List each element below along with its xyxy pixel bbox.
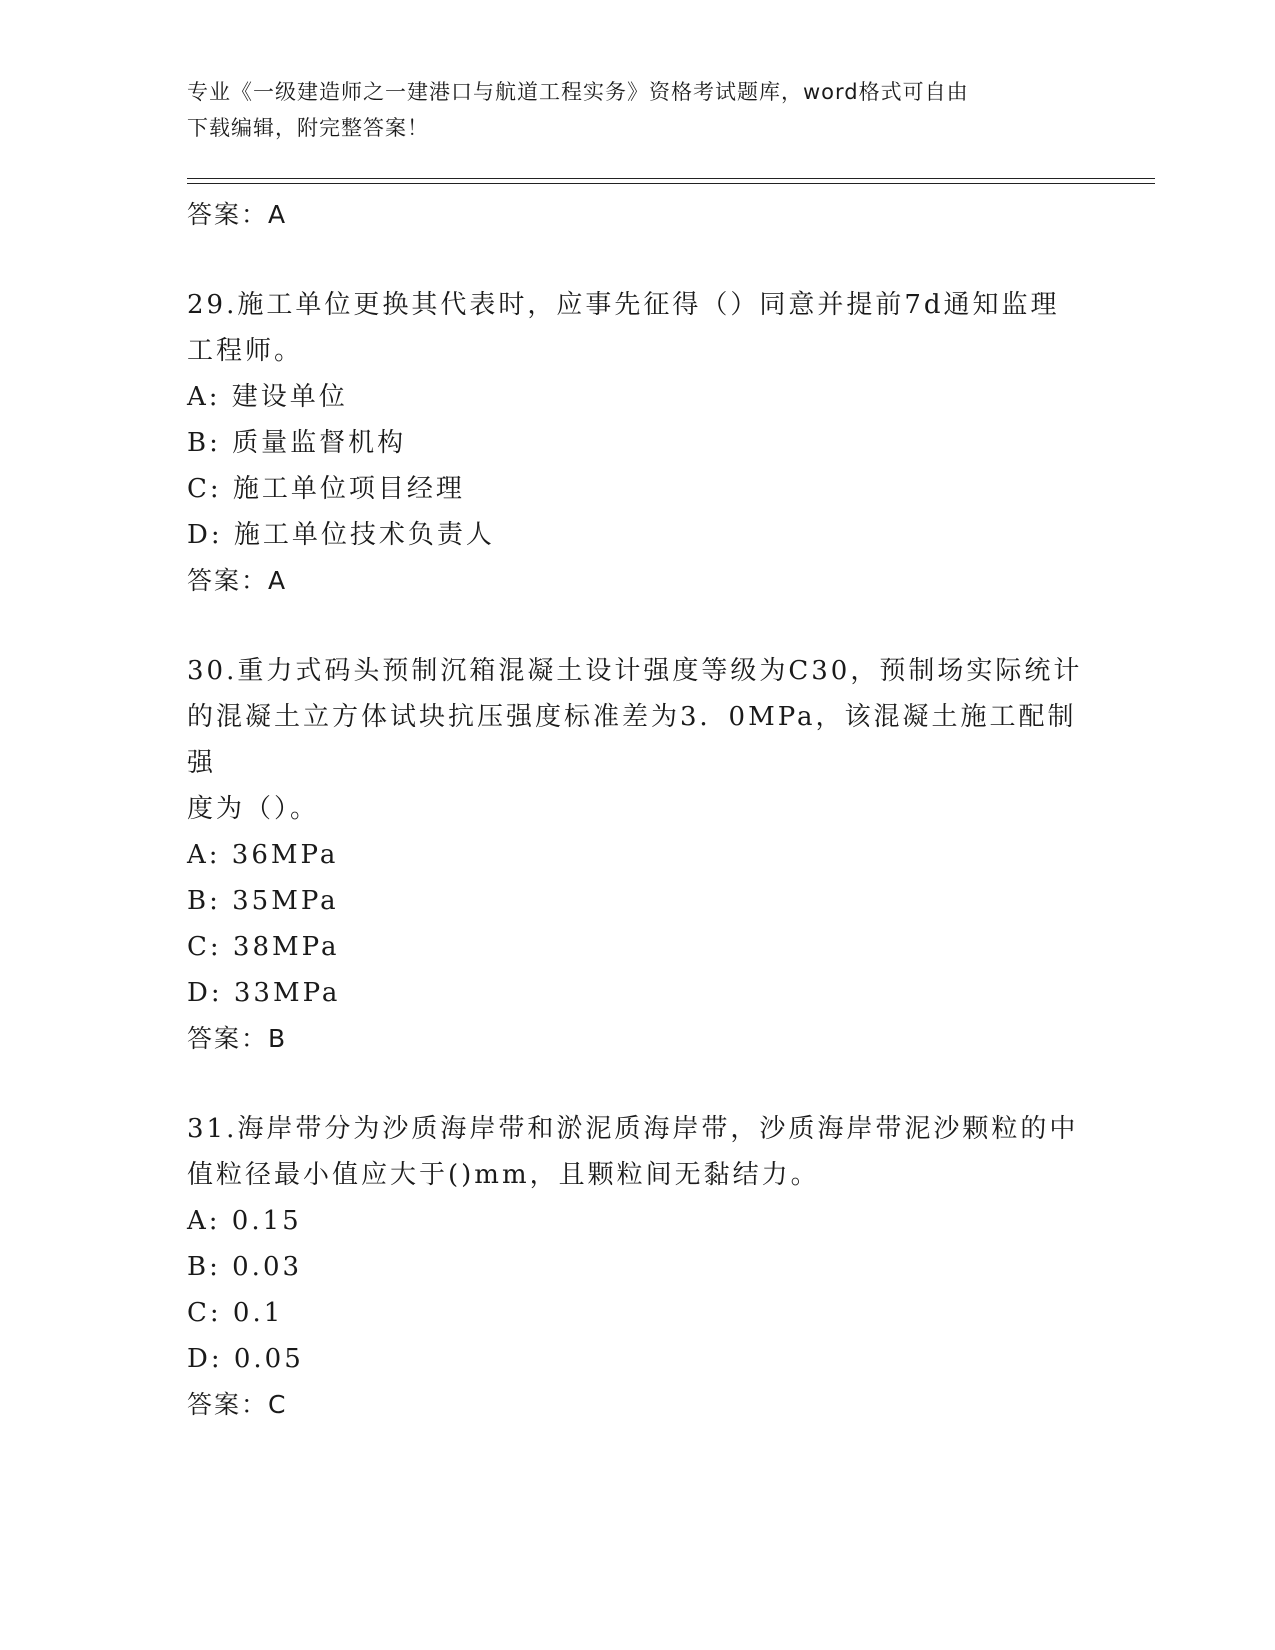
answer-line: 答案：B	[187, 1024, 288, 1053]
question-29	[187, 282, 1087, 604]
document-header	[187, 74, 1087, 146]
header-line-2: 下载编辑，附完整答案！	[187, 116, 429, 140]
header-divider-top	[187, 178, 1155, 179]
question-text: 31.海岸带分为沙质海岸带和淤泥质海岸带，沙质海岸带泥沙颗粒的中	[187, 1114, 1079, 1144]
option-b: B: 35MPa	[187, 886, 339, 916]
question-text: 工程师。	[187, 336, 304, 366]
header-line-1: 专业《一级建造师之一建港口与航道工程实务》资格考试题库，word格式可自由	[187, 80, 969, 104]
header-divider-bottom	[187, 183, 1155, 184]
option-d: D: 0.05	[187, 1344, 304, 1374]
question-31	[187, 1106, 1087, 1428]
option-d: D: 施工单位技术负责人	[187, 520, 495, 550]
question-text: 度为（）。	[187, 794, 320, 824]
document-body	[187, 192, 1087, 1428]
answer-line: 答案：A	[187, 566, 288, 595]
question-text: 29.施工单位更换其代表时，应事先征得（）同意并提前7d通知监理	[187, 290, 1060, 320]
option-c: C: 施工单位项目经理	[187, 474, 465, 504]
question-text: 值粒径最小值应大于()mm，且颗粒间无黏结力。	[187, 1160, 820, 1190]
option-a: A: 建设单位	[187, 382, 348, 412]
option-b: B: 质量监督机构	[187, 428, 407, 458]
option-b: B: 0.03	[187, 1252, 303, 1282]
answer-line: 答案：C	[187, 1390, 288, 1419]
question-text: 的混凝土立方体试块抗压强度标准差为3．0MPa，该混凝土施工配制强	[187, 702, 1077, 778]
answer-line: 答案：A	[187, 200, 288, 229]
option-c: C: 38MPa	[187, 932, 340, 962]
option-c: C: 0.1	[187, 1298, 284, 1328]
question-30	[187, 648, 1087, 1062]
question-text: 30.重力式码头预制沉箱混凝土设计强度等级为C30，预制场实际统计	[187, 656, 1083, 686]
option-a: A: 0.15	[187, 1206, 302, 1236]
option-a: A: 36MPa	[187, 840, 339, 870]
option-d: D: 33MPa	[187, 978, 341, 1008]
